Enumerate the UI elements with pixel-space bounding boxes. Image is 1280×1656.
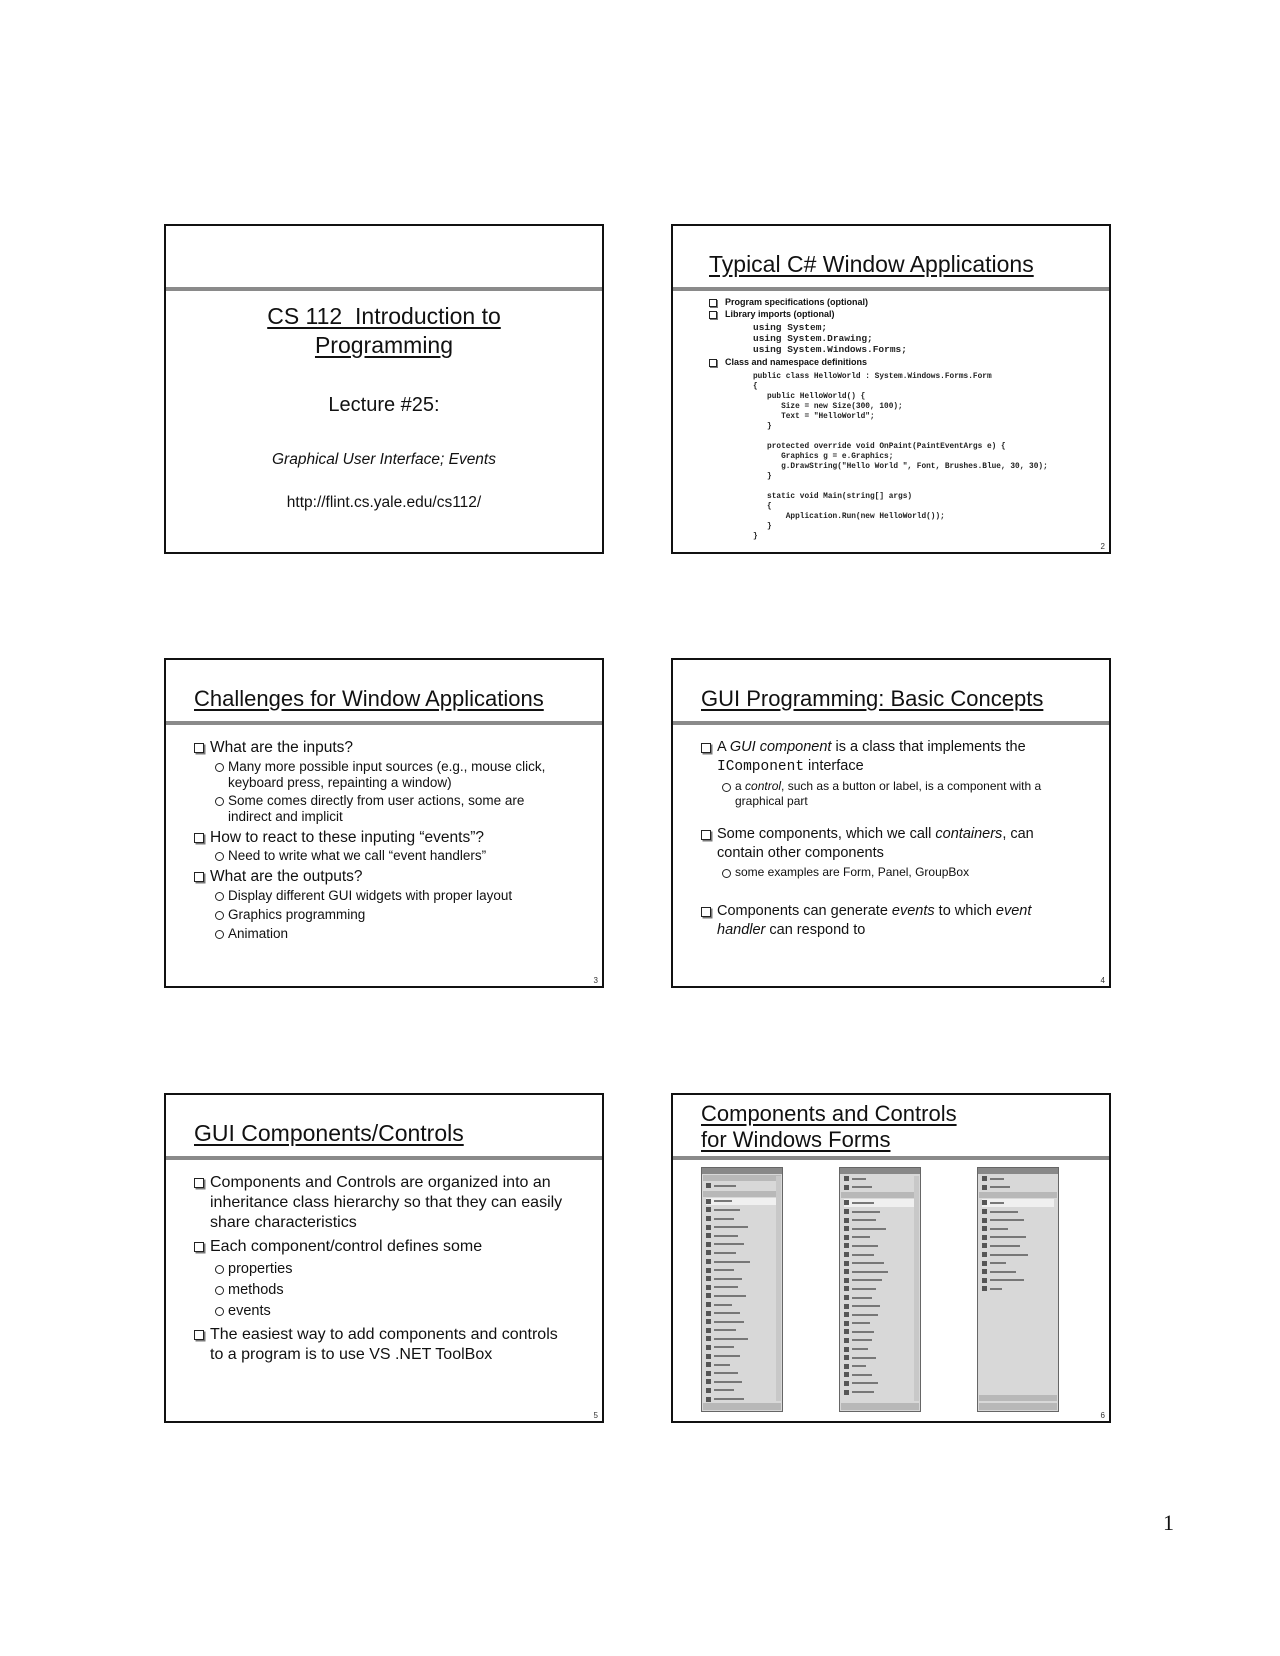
slide-2-title: Typical C# Window Applications [709,251,1034,277]
toolbox-group [841,1192,919,1198]
slide-1-title: CS 112 Introduction to Programming [267,303,501,358]
sub-bullet: Many more possible input sources (e.g., mouse click, keyboard press, repainting a window) [214,759,588,791]
toolbox-group [703,1175,781,1181]
toolbox-screenshot [839,1167,921,1412]
sub-bullet: methods [214,1282,572,1299]
lecture-subtitle: Graphical User Interface; Events [272,451,496,468]
slide-3 [164,658,604,988]
sub-bullet: Animation [214,926,588,942]
bullet-events: Components can generate events to which event handler can respond to [699,902,1095,940]
sub-bullet: Need to write what we call “event handlers” [214,848,588,864]
toolbox-group [703,1191,781,1197]
sub-bullet: events [214,1303,572,1320]
scrollbar [914,1176,919,1401]
toolbox-screenshot [977,1167,1059,1412]
toolbox-header [702,1168,782,1174]
code-listing [709,296,1101,542]
slide-4 [671,658,1111,988]
slide-number: 4 [1100,976,1105,985]
slide-divider [673,287,1109,291]
toolbox-footer [979,1403,1057,1410]
slide-4-body [699,738,1095,940]
slide-5 [164,1093,604,1423]
imports-code: using System; using System.Drawing; using System.Windows.Forms; [753,322,907,355]
slide-divider [166,287,602,291]
slide-2 [671,224,1111,554]
toolbox-header [978,1168,1058,1174]
slide-divider [166,721,602,725]
toolbox-header [840,1168,920,1174]
slide-1 [164,224,604,554]
sub-bullet: Display different GUI widgets with proper layout [214,888,588,904]
class-code: public class HelloWorld : System.Windows.Forms.Form { public HelloWorld() { Size = new Size(300, 100); Text = "HelloWorld"; } protected override void OnPaint(PaintEventArgs e) { Graphics g = e.Graphics; g.DrawString("Hello World ", Font, Brushes.Blue, 30, 30); } static void Main(string[] args) { Application.Run(new HelloWorld()); } } [753,373,1048,541]
toolbox-screenshot [701,1167,783,1412]
toolbox-footer [703,1403,781,1410]
sub-bullet: Graphics programming [214,907,588,923]
sub-bullet: a control, such as a button or label, is a component with a graphical part [721,779,1095,809]
toolbox-group [979,1192,1057,1198]
slide-5-body [192,1173,572,1365]
slide-5-title: GUI Components/Controls [194,1120,464,1146]
bullet-class-definitions: Class and namespace definitions [709,356,1101,368]
slide-divider [673,721,1109,725]
sub-bullet: some examples are Form, Panel, GroupBox [721,865,1095,880]
slide-number: 3 [593,976,598,985]
bullet-hierarchy: Components and Controls are organized into an inheritance class hierarchy so that they can easily share characteristics [192,1173,572,1233]
scrollbar [776,1176,781,1401]
bullet-defines: Each component/control defines some [192,1237,572,1257]
bullet-containers: Some components, which we call containers, can contain other components [699,825,1095,863]
bullet-library-imports: Library imports (optional) [709,308,1101,320]
page-number: 1 [1163,1510,1174,1535]
bullet-toolbox: The easiest way to add components and controls to a program is to use VS .NET ToolBox [192,1325,572,1365]
lecture-number: Lecture #25: [328,394,440,416]
slide-3-title: Challenges for Window Applications [194,686,544,711]
slide-divider [673,1156,1109,1160]
slide-6-title: Components and Controls for Windows Forms [701,1101,957,1152]
sub-bullet: Some comes directly from user actions, some are indirect and implicit [214,793,588,825]
toolbox-group [979,1395,1057,1401]
slide-3-body [192,738,588,942]
bullet-program-spec: Program specifications (optional) [709,296,1101,308]
sub-bullet: properties [214,1261,572,1278]
slide-divider [166,1156,602,1160]
bullet-inputs: What are the inputs? [192,738,588,757]
bullet-gui-component: A GUI component is a class that implements the IComponent interface [699,738,1095,777]
slide-number: 2 [1100,542,1105,551]
slide-6 [671,1093,1111,1423]
course-url: http://flint.cs.yale.edu/cs112/ [286,494,482,511]
slide-number: 6 [1100,1411,1105,1420]
bullet-outputs: What are the outputs? [192,867,588,886]
slide-number: 5 [593,1411,598,1420]
slide-4-title: GUI Programming: Basic Concepts [701,686,1044,711]
toolbox-footer [841,1403,919,1410]
bullet-events: How to react to these inputing “events”? [192,828,588,847]
